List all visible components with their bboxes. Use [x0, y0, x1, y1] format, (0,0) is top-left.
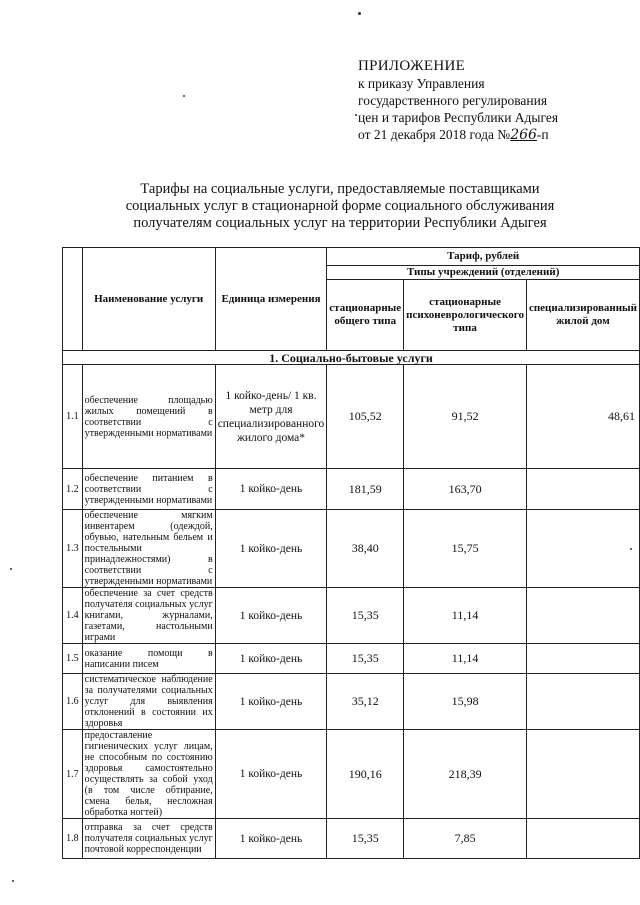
- table-row: [63, 674, 640, 730]
- scan-speck: [358, 12, 361, 15]
- appendix-heading: ПРИЛОЖЕНИЕ: [358, 58, 466, 74]
- table-row: [63, 644, 640, 674]
- appendix-line-4: [358, 126, 558, 144]
- tariff-general: 105,52: [327, 365, 404, 469]
- tariff-psycho: 15,75: [404, 510, 527, 588]
- row-number: 1.6: [63, 674, 83, 730]
- header-institution-types: Типы учреждений (отделений): [327, 266, 640, 280]
- title-line-3: получателям социальных услуг на территории Республики Адыгея: [133, 215, 547, 231]
- header-row-1: [63, 248, 640, 266]
- unit-cell: 1 койко-день/ 1 кв. метр для специализированного жилого дома*: [215, 365, 327, 469]
- tariff-general: 181,59: [327, 469, 404, 510]
- scan-speck: [630, 548, 632, 550]
- header-type-psycho: стационарные психоневрологического типа: [404, 280, 527, 351]
- appendix-line-2: государственного регулирования: [358, 93, 548, 108]
- tariff-psycho: 7,85: [404, 819, 527, 859]
- table-row: [63, 588, 640, 644]
- table-row: [63, 730, 640, 819]
- order-number-handwritten: 266: [510, 127, 537, 143]
- tariff-psycho: 15,98: [404, 674, 527, 730]
- tariff-special-house: [526, 730, 639, 819]
- section-row: [63, 351, 640, 365]
- tariff-special-house: [526, 469, 639, 510]
- row-number: 1.8: [63, 819, 83, 859]
- header-tariff: Тариф, рублей: [327, 248, 640, 266]
- order-date: от 21 декабря 2018 года №: [358, 127, 511, 142]
- order-suffix: -п: [536, 127, 549, 142]
- tariff-psycho: 218,39: [404, 730, 527, 819]
- table-row: [63, 510, 640, 588]
- tariff-psycho: 91,52: [404, 365, 527, 469]
- tariff-psycho: 11,14: [404, 588, 527, 644]
- tariff-general: 190,16: [327, 730, 404, 819]
- row-number: 1.1: [63, 365, 83, 469]
- unit-cell: 1 койко-день: [215, 644, 327, 674]
- row-number: 1.3: [63, 510, 83, 588]
- header-type-general: стационарные общего типа: [327, 280, 404, 351]
- tariff-special-house: [526, 510, 639, 588]
- scan-speck: [12, 880, 14, 882]
- row-number: 1.7: [63, 730, 83, 819]
- scan-speck: [355, 114, 357, 116]
- tariff-general: 15,35: [327, 588, 404, 644]
- service-name: предоставление гигиенических услуг лицам, не способным по состоянию здоровья самостоятельно осуществлять за собой уход (в том числе обтирание, смена белья, несложная обработка ногтей): [82, 730, 215, 819]
- tariff-table: [62, 247, 640, 859]
- unit-cell: 1 койко-день: [215, 819, 327, 859]
- tariff-general: 35,12: [327, 674, 404, 730]
- service-name: обеспечение мягким инвентарем (одеждой, обувью, нательным бельем и постельными принадлежностями) в соответствии с утвержденными нормативами: [82, 510, 215, 588]
- section-title: 1. Социально-бытовые услуги: [63, 351, 640, 365]
- unit-cell: 1 койко-день: [215, 674, 327, 730]
- service-name: оказание помощи в написании писем: [82, 644, 215, 674]
- tariff-special-house: [526, 644, 639, 674]
- unit-cell: 1 койко-день: [215, 730, 327, 819]
- table-row: [63, 819, 640, 859]
- tariff-general: 15,35: [327, 644, 404, 674]
- tariff-psycho: 163,70: [404, 469, 527, 510]
- tariff-psycho: 11,14: [404, 644, 527, 674]
- table-row: [63, 365, 640, 469]
- tariff-special-house: [526, 674, 639, 730]
- appendix-line-1: к приказу Управления: [358, 76, 485, 91]
- service-name: обеспечение за счет средств получателя социальных услуг книгами, журналами, газетами, настольными играми: [82, 588, 215, 644]
- tariff-special-house: [526, 819, 639, 859]
- service-name: обеспечение площадью жилых помещений в соответствии с утвержденными нормативами: [82, 365, 215, 469]
- service-name: систематическое наблюдение за получателями социальных услуг для выявления отклонений в состоянии их здоровья: [82, 674, 215, 730]
- header-type-special-house: специализированный жилой дом: [526, 280, 639, 351]
- document-title: [60, 181, 620, 232]
- row-number: 1.5: [63, 644, 83, 674]
- header-empty-cell: [63, 248, 83, 351]
- row-number: 1.4: [63, 588, 83, 644]
- tariff-special-house: 48,61: [526, 365, 639, 469]
- scan-speck: [10, 568, 12, 570]
- service-name: отправка за счет средств получателя социальных услуг почтовой корреспонденции: [82, 819, 215, 859]
- header-unit: Единица измерения: [215, 248, 327, 351]
- row-number: 1.2: [63, 469, 83, 510]
- scan-speck: [183, 95, 185, 97]
- appendix-block: [358, 58, 558, 144]
- appendix-line-3: цен и тарифов Республики Адыгея: [358, 110, 559, 125]
- table-row: [63, 469, 640, 510]
- unit-cell: 1 койко-день: [215, 510, 327, 588]
- unit-cell: 1 койко-день: [215, 469, 327, 510]
- tariff-special-house: [526, 588, 639, 644]
- unit-cell: 1 койко-день: [215, 588, 327, 644]
- service-name: обеспечение питанием в соответствии с утвержденными нормативами: [82, 469, 215, 510]
- title-line-1: Тарифы на социальные услуги, предоставляемые поставщиками: [140, 181, 540, 197]
- title-line-2: социальных услуг в стационарной форме социального обслуживания: [125, 198, 555, 214]
- tariff-general: 38,40: [327, 510, 404, 588]
- header-service-name: Наименование услуги: [82, 248, 215, 351]
- tariff-general: 15,35: [327, 819, 404, 859]
